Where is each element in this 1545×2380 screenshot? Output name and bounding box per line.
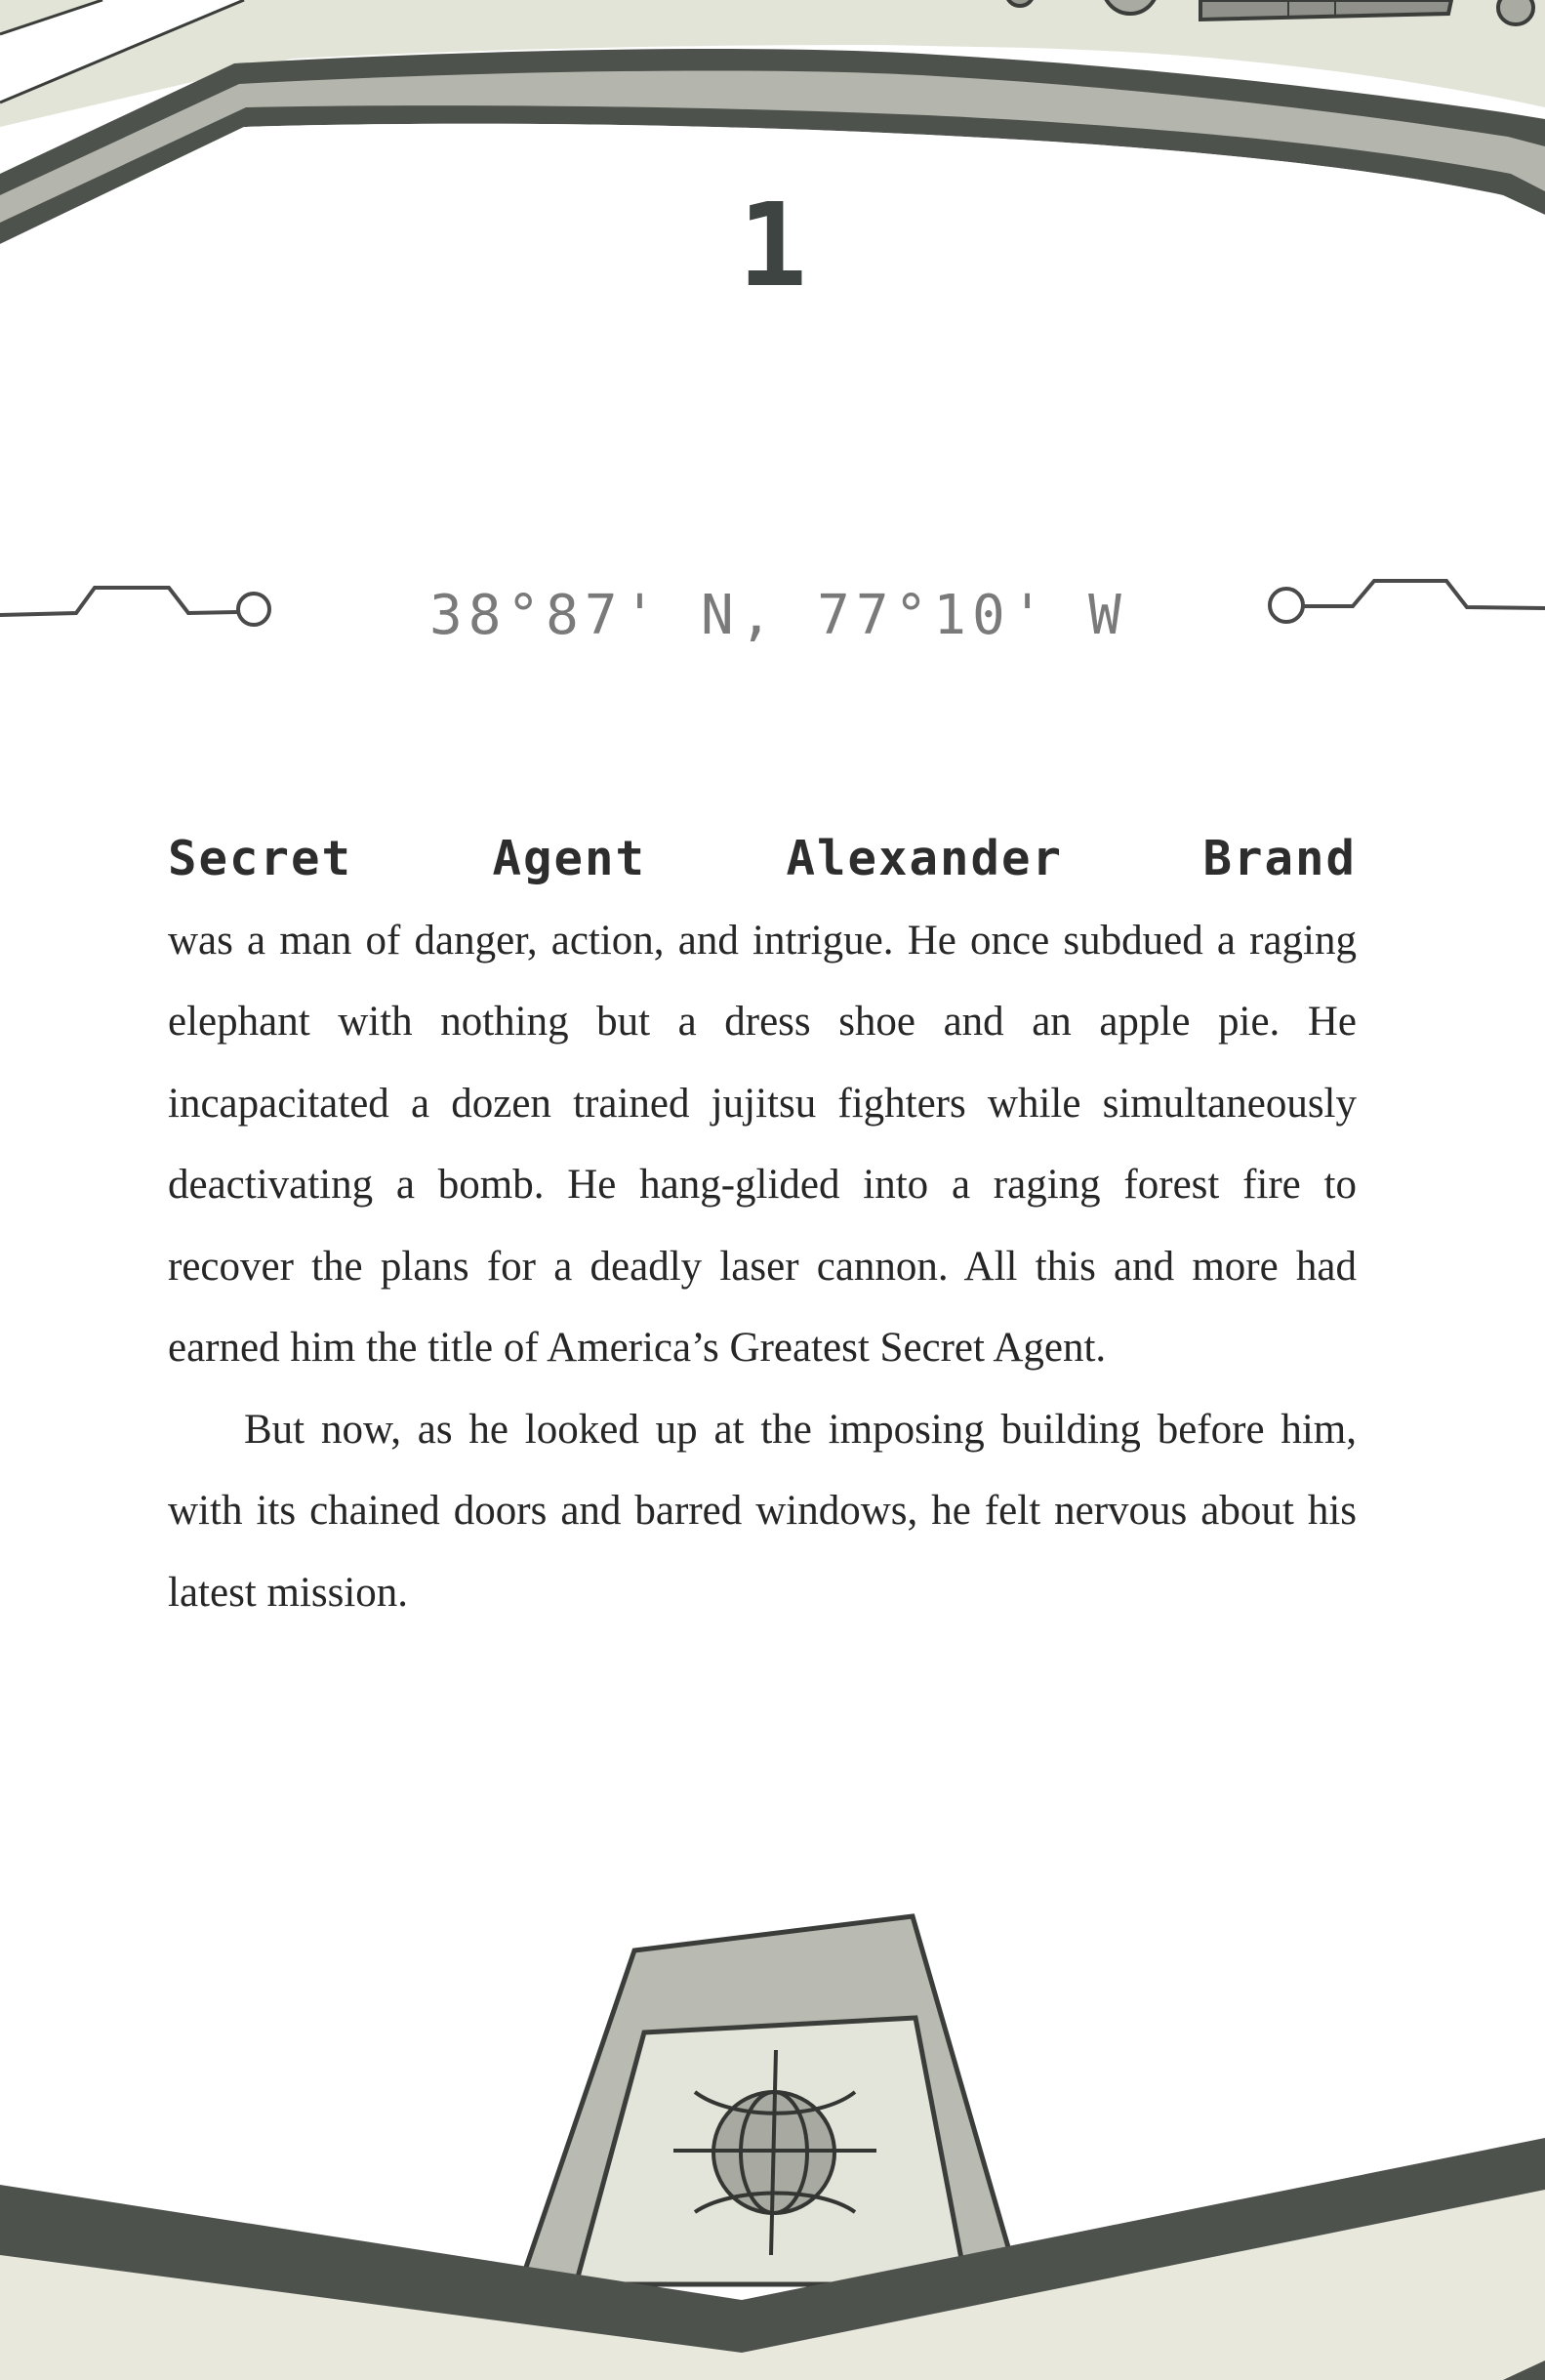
paragraph: was a man of danger, action, and intrigue. He once subdued a raging elephant with nothing but a dress shoe and an apple pie. He incapacitated a dozen trained jujitsu fighters while simultaneously deactivating a bomb. He hang-glided into a raging forest fire to recover the plans for a deadly laser cannon. All this and more had earned him the title of America’s Greatest Secret Agent.: [168, 917, 1357, 1371]
location-coordinates: 38°87' N, 77°10' W: [429, 584, 1127, 647]
paragraph: But now, as he looked up at the imposing building before him, with its chained doors and barred windows, he felt nervous about his latest mission.: [168, 1406, 1357, 1616]
chapter-body: [168, 818, 1357, 1633]
heading-word: Secret: [168, 831, 353, 886]
heading-word: Agent: [492, 831, 646, 886]
heading-word: Alexander: [786, 831, 1063, 886]
heading-word: Brand: [1202, 831, 1357, 886]
chapter-number: 1: [737, 178, 808, 312]
opening-heading: [168, 818, 1357, 900]
